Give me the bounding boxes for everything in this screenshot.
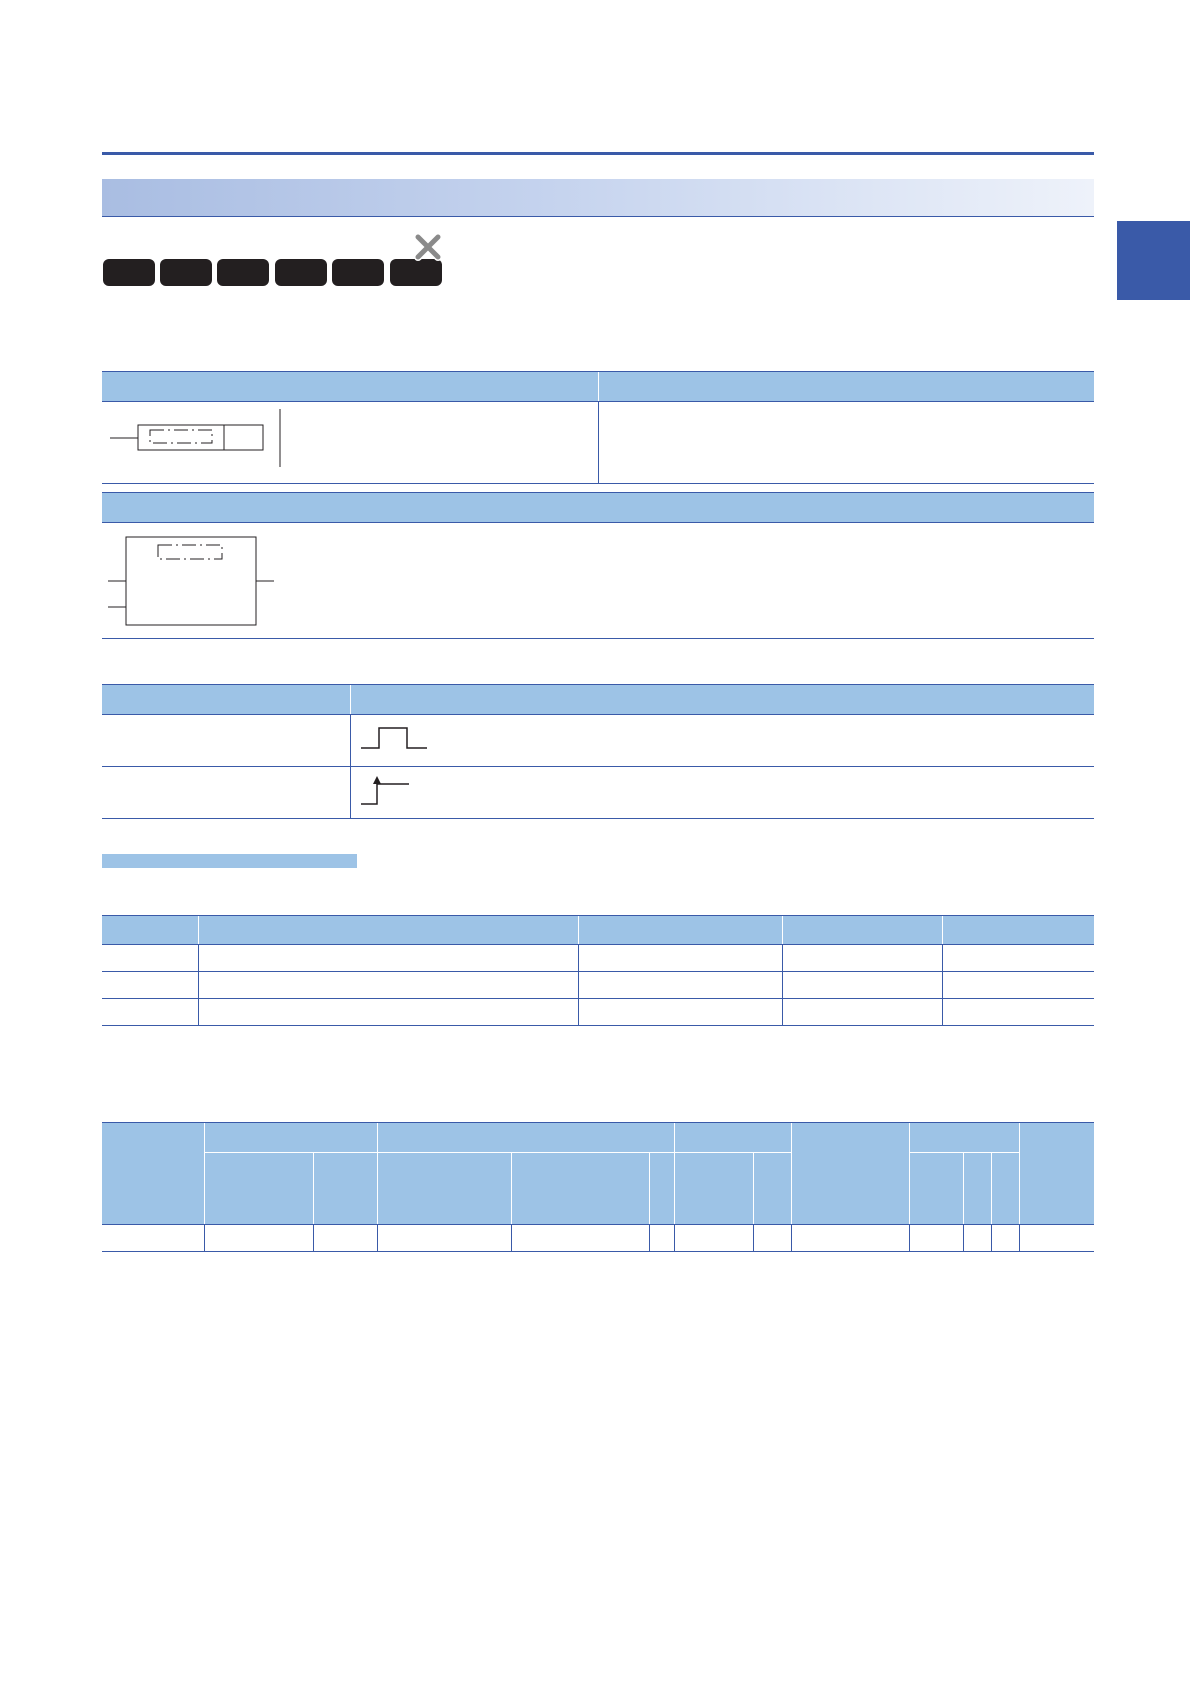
table-row: [102, 999, 1094, 1026]
cell: [782, 999, 942, 1026]
cpu-badge: [390, 259, 442, 286]
sub-header: [511, 1153, 649, 1225]
data-type-header: [782, 916, 942, 945]
cell: [782, 972, 942, 999]
applicable-devices-table: [102, 1122, 1094, 1252]
operand-col-header: [102, 1123, 205, 1225]
cell: [942, 972, 1094, 999]
cell: [782, 945, 942, 972]
sub-header: [991, 1153, 1019, 1225]
cell: [198, 945, 578, 972]
table-row: [102, 972, 1094, 999]
chapter-side-tab: [1117, 221, 1190, 300]
cell: [511, 1225, 649, 1252]
not-applicable-x-icon: [414, 233, 442, 261]
cell: [578, 972, 782, 999]
ladder-diagram-icon: [102, 405, 302, 475]
cell: [649, 1225, 674, 1252]
operand-header: [102, 916, 198, 945]
subsection-bar: [102, 854, 357, 868]
cpu-badge: [217, 259, 269, 286]
st-header: [598, 372, 1094, 402]
waveform-cell: [350, 715, 1094, 767]
rising-edge-icon: [351, 770, 441, 810]
cell: [910, 1225, 963, 1252]
constant-header: [910, 1123, 1020, 1153]
waveform-header: [350, 685, 1094, 715]
condition-cell: [102, 715, 350, 767]
cell: [198, 999, 578, 1026]
fbd-block-icon: [102, 523, 282, 633]
waveform-cell: [350, 767, 1094, 819]
cell: [674, 1225, 753, 1252]
sub-header: [754, 1153, 791, 1225]
fbd-table: [102, 492, 1094, 639]
bit-device-header: [205, 1123, 378, 1153]
st-cell: [598, 402, 1094, 484]
cell: [963, 1225, 991, 1252]
cell: [791, 1225, 910, 1252]
cell: [578, 945, 782, 972]
cell: [102, 945, 198, 972]
execution-condition-table: [102, 684, 1094, 819]
double-word-header: [674, 1123, 791, 1153]
cpu-badge: [332, 259, 384, 286]
sub-header: [205, 1153, 314, 1225]
ladder-cell: [102, 402, 598, 484]
description-header: [198, 916, 578, 945]
cpu-badge: [275, 259, 327, 286]
cell: [754, 1225, 791, 1252]
condition-header: [102, 685, 350, 715]
table-row: [102, 1225, 1094, 1252]
table-row: [102, 945, 1094, 972]
cell: [378, 1225, 512, 1252]
table-row: [102, 767, 1094, 819]
operand-table: [102, 915, 1094, 1026]
on-pulse-icon: [351, 718, 441, 758]
sub-header: [313, 1153, 377, 1225]
fbd-cell: [102, 523, 1094, 639]
cell: [1019, 1225, 1094, 1252]
sub-header: [963, 1153, 991, 1225]
sub-header: [910, 1153, 963, 1225]
cell: [205, 1225, 314, 1252]
cell: [198, 972, 578, 999]
data-type-label-header: [942, 916, 1094, 945]
cell: [991, 1225, 1019, 1252]
word-device-header: [378, 1123, 675, 1153]
sub-header: [649, 1153, 674, 1225]
cell: [313, 1225, 377, 1252]
cpu-badge: [103, 259, 155, 286]
cell: [942, 945, 1094, 972]
ladder-header: [102, 372, 598, 402]
cell: [578, 999, 782, 1026]
range-header: [578, 916, 782, 945]
ladder-st-table: [102, 371, 1094, 484]
cell: [102, 972, 198, 999]
cpu-badge: [160, 259, 212, 286]
cell: [942, 999, 1094, 1026]
top-rule: [102, 152, 1094, 155]
table-row: [102, 715, 1094, 767]
sub-header: [674, 1153, 753, 1225]
fbd-header: [102, 493, 1094, 523]
cell: [102, 1225, 205, 1252]
condition-cell: [102, 767, 350, 819]
section-title-bar: [102, 179, 1094, 217]
indirect-header: [791, 1123, 910, 1225]
sub-header: [378, 1153, 512, 1225]
others-header: [1019, 1123, 1094, 1225]
cell: [102, 999, 198, 1026]
